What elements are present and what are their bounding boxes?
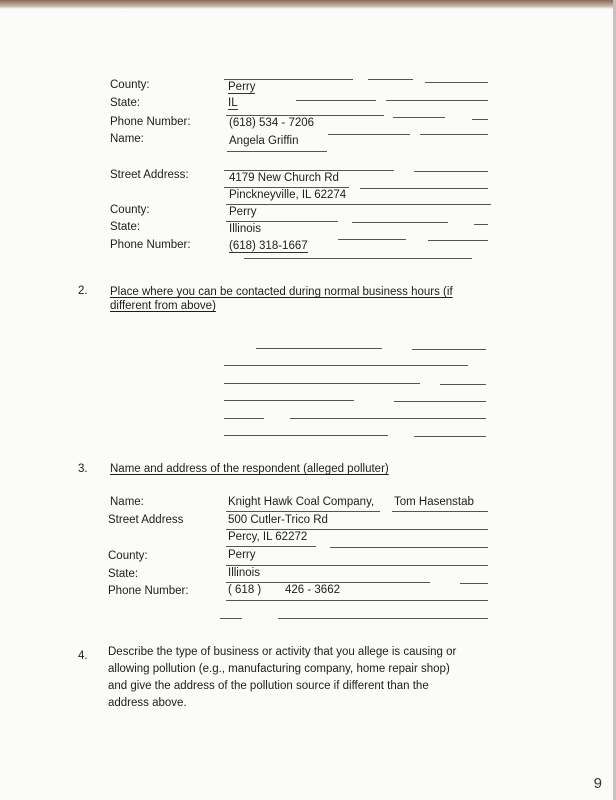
rule [420, 134, 488, 135]
county-value: Perry [229, 206, 257, 218]
blank-line [414, 436, 486, 437]
county-label: County: [110, 79, 150, 91]
section-3-heading: Name and address of the respondent (alleged polluter) [110, 463, 389, 475]
respondent-name-label: Name: [110, 496, 144, 508]
blank-line [256, 348, 382, 349]
rule [224, 187, 349, 188]
section-3-number: 3. [78, 463, 88, 475]
rule [460, 583, 488, 584]
phone-label: Phone Number: [110, 116, 191, 128]
blank-line [412, 349, 486, 350]
respondent-street-line1: 500 Cutler-Trico Rd [228, 514, 328, 526]
blank-line [394, 401, 486, 402]
phone-value: (618) 534 - 7206 [229, 117, 315, 129]
county-label: County: [110, 204, 150, 216]
respondent-phone-label: Phone Number: [108, 585, 189, 597]
name-label: Name: [110, 133, 144, 145]
state-label: State: [110, 221, 141, 233]
rule [226, 600, 488, 601]
rule [414, 171, 488, 172]
respondent-state-label: State: [108, 568, 139, 580]
respondent-phone-number: 426 - 3662 [285, 584, 340, 596]
rule [425, 82, 488, 83]
rule [226, 511, 380, 512]
rule [352, 222, 448, 223]
section-2-number: 2. [78, 285, 88, 297]
rule [278, 618, 488, 619]
respondent-street-line2: Percy, IL 62272 [228, 531, 308, 543]
state-value: IL [228, 97, 238, 109]
blank-line [290, 418, 486, 419]
rule [226, 204, 491, 205]
page-mark: 9 [593, 775, 602, 792]
respondent-contact-value: Tom Hasenstab [394, 496, 474, 508]
state-label: State: [110, 97, 141, 109]
street-address-line1: 4179 New Church Rd [229, 172, 339, 184]
blank-line [224, 365, 468, 366]
county-value: Perry [228, 81, 256, 93]
respondent-street-label: Street Address [108, 514, 184, 526]
rule [226, 565, 488, 566]
rule [226, 582, 430, 583]
rule [474, 224, 488, 225]
section-4-text-line4: address above. [108, 697, 187, 709]
blank-line [440, 384, 486, 385]
respondent-phone-area: ( 618 ) [228, 584, 262, 596]
rule [220, 618, 242, 619]
section-2-heading-line1: Place where you can be contacted during normal business hours (if [110, 286, 453, 298]
street-address-line2: Pinckneyville, IL 62274 [229, 189, 347, 201]
rule [226, 115, 384, 116]
rule [393, 117, 445, 118]
section-4-number: 4. [78, 650, 88, 662]
street-address-label: Street Address: [110, 169, 189, 181]
rule [386, 100, 488, 101]
rule [226, 546, 316, 547]
rule [328, 134, 410, 135]
blank-line [224, 418, 264, 419]
blank-line [224, 383, 420, 384]
section-2-heading-line2: different from above) [110, 300, 216, 312]
section-4-text-line3: and give the address of the pollution source if different than the [108, 680, 429, 692]
phone-label: Phone Number: [110, 239, 191, 251]
blank-line [224, 400, 354, 401]
rule [330, 547, 488, 548]
respondent-name-value: Knight Hawk Coal Company, [228, 496, 375, 508]
rule [296, 100, 376, 101]
rule [338, 239, 406, 240]
state-value: Illinois [229, 223, 261, 235]
section-4-text-line1: Describe the type of business or activity that you allege is causing or [108, 646, 457, 658]
rule [360, 188, 488, 189]
respondent-county-label: County: [108, 550, 148, 562]
rule [227, 151, 327, 152]
respondent-state-value: Illinois [228, 567, 260, 579]
rule [368, 79, 413, 80]
rule [428, 240, 488, 241]
rule [226, 221, 338, 222]
rule [472, 119, 488, 120]
rule [224, 170, 394, 171]
rule [224, 79, 353, 80]
respondent-county-value: Perry [228, 549, 256, 561]
scan-top-edge [0, 0, 616, 9]
rule [244, 258, 472, 259]
rule [392, 511, 488, 512]
rule [226, 529, 488, 530]
name-value: Angela Griffin [229, 135, 299, 147]
phone-value: (618) 318-1667 [229, 240, 308, 252]
section-4-text-line2: allowing pollution (e.g., manufacturing company, home repair shop) [108, 663, 450, 675]
blank-line [224, 435, 388, 436]
